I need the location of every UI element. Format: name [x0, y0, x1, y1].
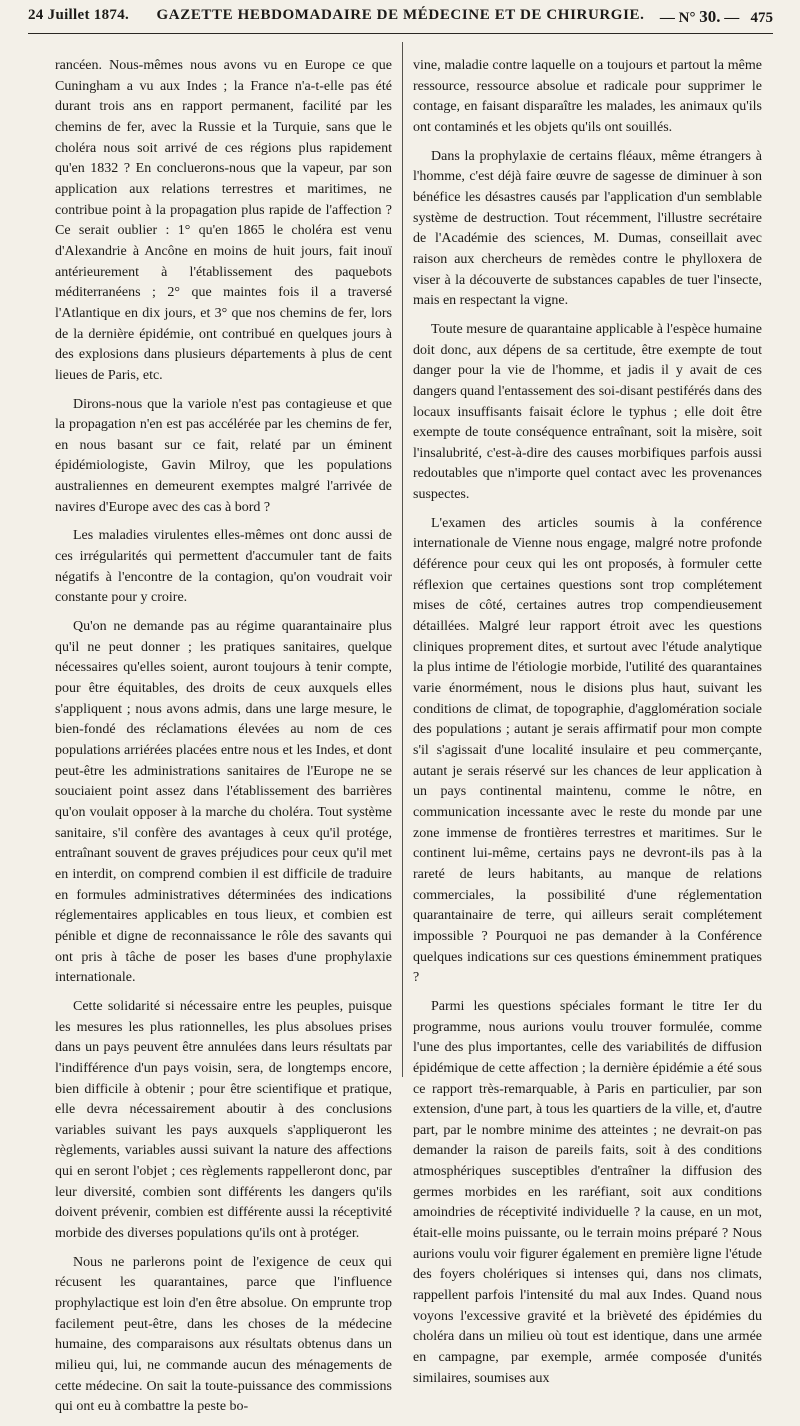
issue-prefix: — N°: [659, 10, 700, 26]
issue-date: 24 Juillet 1874.: [28, 7, 130, 23]
page-header: [28, 0, 773, 44]
paragraph: Nous ne parlerons point de l'exigence de ceux qui récusent les quarantaines, parce que l'influence prophylactique est loin d'en être absolue. On emprunte trop facilement peut-être, dans les choses de la médecine humaine, des comparaisons aux résultats obtenus dans un milieu qui, lui, ne commande aucun des ménagements de cette médecine. On sait la toute-puissance des commissions qui ont eu à combattre la peste bo-: [55, 1254, 392, 1415]
paragraph: Dirons-nous que la variole n'est pas contagieuse et que la propagation n'en est pas accélérée par les chemins de fer, en nous basant sur ce fait, relaté par un éminent épidémiologiste, Gavin Milroy, que les populations australiennes en demeurent exemptes malgré l'arrivée de navires d'Europe avec des cas à bord ?: [55, 396, 392, 515]
issue-and-page: [660, 7, 773, 27]
issue-number: 30.: [699, 7, 721, 26]
paragraph: Dans la prophylaxie de certains fléaux, même étrangers à l'homme, c'est déjà faire œuvre de sagesse de diminuer à son bénéfice les désastres causés par l'application d'un semblable système de destruction. Tout récemment, l'illustre secrétaire de l'Académie des sciences, M. Dumas, conseillait avec raison aux chercheurs de remèdes contre le phylloxera de viser à la découverte de substances capables de tuer l'insecte, mais en respectant la vigne.: [413, 148, 762, 309]
paragraph: L'examen des articles soumis à la conférence internationale de Vienne nous engage, malgré notre profonde déférence pour ceux qui les ont proposés, à formuler cette réflexion que certaines questions sont trop complétement mises de côté, certaines autres trop compendieusement détaillées. Malgré leur rapport étroit avec les questions cliniques proprement dites, et surtout avec l'étude analytique la plus intime de l'étiologie morbide, l'utilité des quarantaines varie énormément, nous le disions plus haut, suivant les conditions de climat, de topographie, d'agglomération sociale des populations ; autant je serais affirmatif pour mon compte s'il s'agissait d'une localité insulaire et peu commerçante, autant je serais réservé sur les chances de leur application à un pays continental maintenu, comme le nôtre, en communication incessante avec le reste du monde par une zone immense de frontières terrestres et maritimes. Sur le continent lui-même, certains pays ne devront-ils pas à la rareté de leurs habitants, au manque de relations commerciales, la possibilité d'une réglementation quarantainaire de terre, qui ailleurs serait complétement impossible ? Pourquoi ne pas demander à la Conférence quelques indications sur ces questions éminemment pratiques ?: [413, 515, 762, 986]
paragraph: Qu'on ne demande pas au régime quarantainaire plus qu'il ne peut donner ; les pratiques sanitaires, quelque nécessaires qu'elles soient, auront toujours à tenir compte, pour être équitables, des droits de ceux auxquels elles s'appliquent ; nous avons admis, dans une large mesure, le bien-fondé des réclamations élevées au nom de ces populations arriérées placées entre nous et les Indes, et dont peut-être les administrations sanitaires de l'Europe ne se souciaient point assez dans l'établissement des barrières qu'on voulait opposer à la marche du choléra. Tout système sanitaire, s'il confère des avantages à ceux qu'il protége, entraînant souvent de graves préjudices pour ceux qu'il met en interdit, on comprend combien il est difficile de traduire en formules administratives déterminées des indications réglementaires applicables en tous lieux, et combien est pénible et digne de reconnaissance le rôle des savants qui ont pris à tâche de poser les bases d'une prophylaxie internationale.: [55, 619, 392, 986]
paragraph: Les maladies virulentes elles-mêmes ont donc aussi de ces irrégularités qui permettent d'accumuler tant de faits négatifs à l'encontre de la contagion, qu'on voudrait voir constante pour y croire.: [55, 528, 392, 606]
paragraph: Toute mesure de quarantaine applicable à l'espèce humaine doit donc, aux dépens de sa certitude, être exempte de tout danger pour la vie de l'homme, et jadis il y avait de ces dangers quand l'entassement des soi-disant pestiférés dans des locaux insuffisants faisait éclore le typhus ; elle doit être exempte de toute conséquence entraînant, soit la misère, soit l'insalubrité, c'est-à-dire des causes morbifiques parfois aussi redoutables que n'importe quel contact avec les provenances suspectes.: [413, 321, 762, 503]
right-column: [413, 56, 762, 1397]
paragraph: Parmi les questions spéciales formant le titre Ier du programme, nous aurions voulu trouver formulée, comme l'une des plus importantes, celle des variabilités de diffusion épidémique de cette affection ; la dernière épidémie a été sous ce rapport très-remarquable, à Paris en particulier, par son extension, d'une part, à tous les quartiers de la ville, et, d'autre part, par le nombre minime des atteintes ; ne devrait-on pas demander la raison de pareils faits, soit à des conditions atmosphériques susceptibles d'entraîner la diffusion des germes morbides en les raréfiant, soit aux conditions amoindries de réceptivité individuelle ? la cause, en un mot, était-elle moins puissante, ou le terrain moins préparé ? Nous aurions voulu voir figurer également en première ligne l'étude des foyers cholériques si intenses qui, dans nos climats, rappellent parfois l'intensité du mal aux Indes. Quand nous voyons l'excessive gravité et la brièveté des épidémies du choléra dans un milieu où tout est identique, dans une armée en campagne, par exemple, armée composée d'unités similaires, soumises aux: [413, 998, 762, 1386]
column-divider: [402, 42, 403, 1077]
journal-title: GAZETTE HEBDOMADAIRE DE MÉDECINE ET DE CHIRURGIE.: [156, 7, 645, 23]
paragraph: rancéen. Nous-mêmes nous avons vu en Europe ce que Cuningham a vu aux Indes ; la France n'a-t-elle pas été durant trois ans en rapport permanent, facilité par les chemins de fer, avec la Russie et la Turquie, sans que le choléra nous soit arrivé de ces régions plus rapidement qu'en 1832 ? En concluerons-nous que la vapeur, par son application aux relations terrestres et maritimes, ne contribue point à la propagation plus rapide de l'affection ? Ce serait oublier : 1° qu'en 1865 le choléra est venu d'Alexandrie à Ancône en moins de huit jours, fait inouï antérieurement à l'établissement des paquebots méditerranéens ; 2° que maintes fois il a traversé l'Atlantique en dix jours, et 3° que nos chemins de fer, lors de la dernière épidémie, ont contribué en quelques jours à des explosions dans plusieurs départements à plus de cent lieues de Paris, etc.: [55, 58, 392, 383]
page-number: 475: [750, 10, 773, 26]
paragraph: Cette solidarité si nécessaire entre les peuples, puisque les mesures les plus rationnelles, les plus absolues prises dans un pays peuvent être annulées dans leurs résultats par l'indifférence d'un pays voisin, sera, de longtemps encore, bien difficile à obtenir ; pour être scientifique et pratique, elle devra nécessairement aboutir à des conclusions variables suivant les pays auxquels s'appliqueront les règlements, variables aussi suivant la nature des affections qui en seront l'objet ; ces règlements rappelleront donc, par leur diversité, combien sont différents les dangers qu'ils doivent prévenir, combien est différente aussi la réceptivité morbide des diverses populations qu'ils ont à protéger.: [55, 998, 392, 1242]
paragraph: vine, maladie contre laquelle on a toujours et partout la même ressource, ressource absolue et radicale pour supprimer le contage, en faisant disparaître les malades, les animaux qu'ils ont contaminés et les objets qu'ils ont souillés.: [413, 58, 762, 135]
header-rule: [28, 33, 773, 34]
left-column: [55, 56, 392, 1426]
issue-suffix: —: [720, 10, 740, 26]
